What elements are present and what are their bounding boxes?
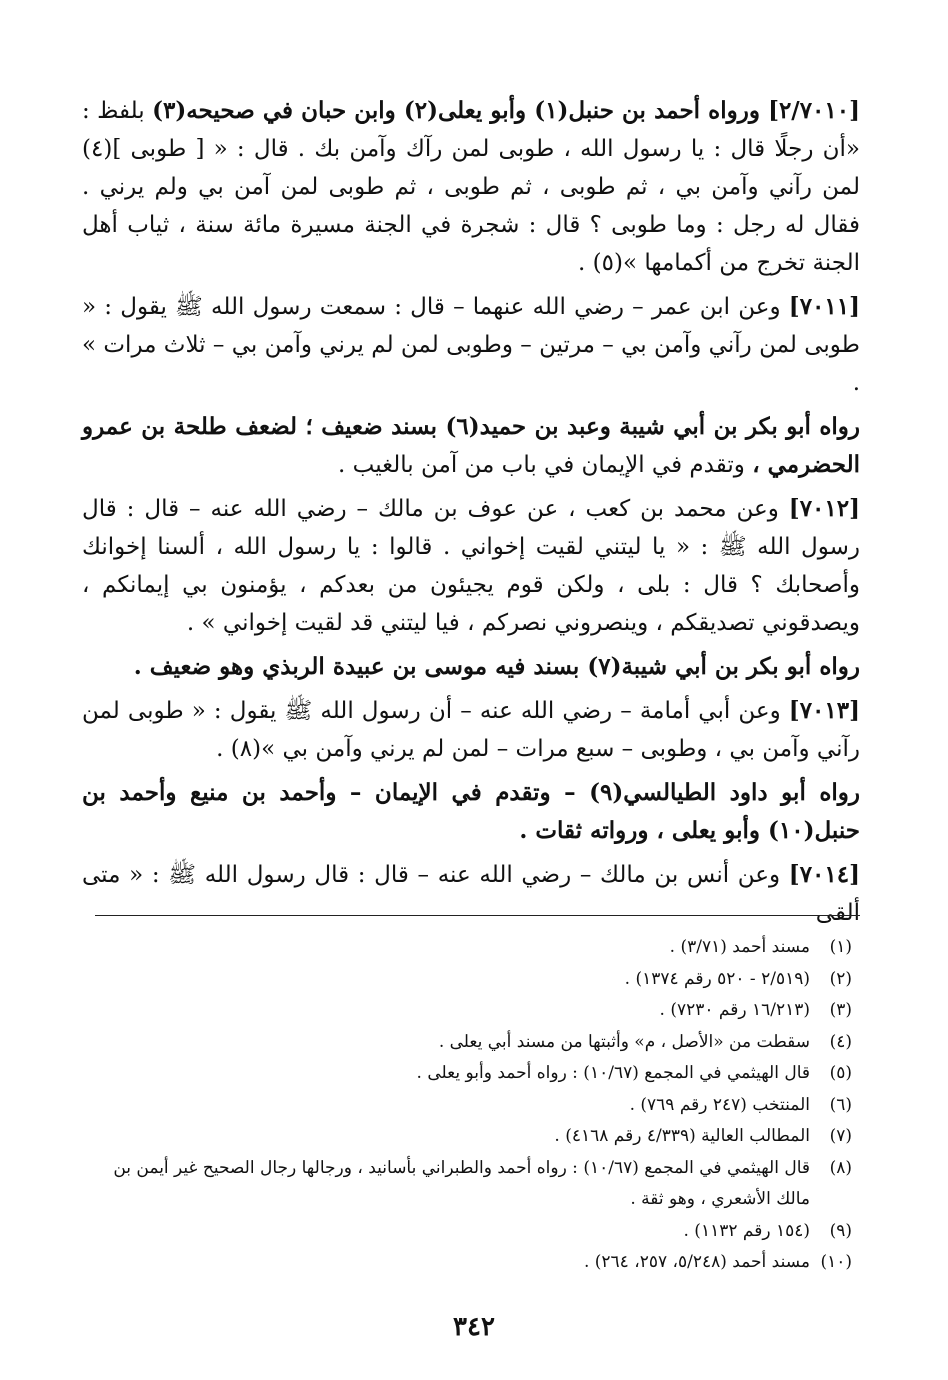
hadith-number-7012: [٧٠١٢] bbox=[788, 495, 860, 522]
narration-note-7011 bbox=[82, 408, 860, 484]
footnote-number: (٦) bbox=[829, 1094, 852, 1115]
hadith-number-7010-2: [٢/٧٠١٠] ورواه أحمد بن حنبل(١) وأبو يعلى(٢) وابن حبان في صحيحه(٣) bbox=[152, 97, 861, 124]
footnote-text: سقطت من «الأصل ، م» وأثبتها من مسند أبي يعلى . bbox=[438, 1031, 810, 1052]
hadith-number-7013: [٧٠١٣] bbox=[788, 697, 860, 724]
footnote-text: قال الهيثمي في المجمع (١٠/٦٧) : رواه أحمد والطبراني بأسانيد ، ورجالها رجال الصحيح غير أيمن بن مالك الأشعري ، وهو ثقة . bbox=[113, 1157, 810, 1209]
footnote-number: (٨) bbox=[829, 1157, 852, 1178]
narration-note-7013: رواه أبو داود الطيالسي(٩) – وتقدم في الإيمان – وأحمد بن منيع وأحمد بن حنبل(١٠) وأبو يعلى ، ورواته ثقات . bbox=[82, 779, 860, 844]
footnote-number: (١٠) bbox=[820, 1252, 852, 1272]
footnote-text: قال الهيثمي في المجمع (١٠/٦٧) : رواه أحمد وأبو يعلى . bbox=[416, 1063, 810, 1083]
footnote-text: مسند أحمد (٥/٢٤٨، ٢٥٧، ٢٦٤) . bbox=[583, 1252, 810, 1272]
hadith-text-7013: وعن أبي أمامة – رضي الله عنه – أن رسول الله ﷺ يقول : « طوبى لمن رآني وآمن بي ، وطوبى – سبع مرات – لمن لم يرني وآمن بي »(٨) . bbox=[82, 698, 860, 762]
footnote-text: (١٦/٢١٣ رقم ٧٢٣٠) . bbox=[659, 1000, 810, 1020]
footnote-text: مسند أحمد (٣/٧١) . bbox=[669, 937, 810, 957]
narration-text-7011: وتقدم في الإيمان في باب من آمن بالغيب . bbox=[338, 452, 753, 478]
hadith-number-7014: [٧٠١٤] bbox=[788, 861, 860, 888]
main-text bbox=[82, 92, 860, 932]
hadith-number-7011: [٧٠١١] bbox=[788, 293, 860, 320]
footnote bbox=[84, 964, 852, 996]
footnote-number: (٩) bbox=[829, 1220, 852, 1241]
page-number: ٣٤٢ bbox=[453, 1312, 495, 1342]
footnote bbox=[84, 1027, 852, 1059]
footnote bbox=[84, 1216, 852, 1248]
footnote bbox=[84, 1153, 852, 1216]
hadith-7010-2 bbox=[82, 92, 860, 282]
footnote-text: المطالب العالية (٤/٣٣٩ رقم ٤١٦٨) . bbox=[554, 1126, 810, 1146]
footnote-text: (٢/٥١٩ - ٥٢٠ رقم ١٣٧٤) . bbox=[624, 968, 810, 989]
footnote-divider bbox=[95, 915, 860, 916]
hadith-text-7014: وعن أنس بن مالك – رضي الله عنه – قال : قال رسول الله ﷺ : « متى ألقى bbox=[82, 862, 860, 926]
footnote-number: (٢) bbox=[829, 968, 852, 989]
footnote-number: (٧) bbox=[829, 1126, 852, 1146]
hadith-text-7012: وعن محمد بن كعب ، عن عوف بن مالك – رضي الله عنه – قال : قال رسول الله ﷺ : « يا ليتني لقيت إخواني . قالوا : يا رسول الله ، ألسنا إخوانك وأصحابك ؟ قال : بلى ، ولكن قوم يجيئون من بعدكم ، يؤمنون بي إيمانكم ، ويصدقوني تصديقكم ، وينصروني نصركم ، فيا ليتني قد لقيت إخواني » . bbox=[82, 496, 860, 636]
footnote bbox=[84, 1090, 852, 1122]
footnote-text: المنتخب (٢٤٧ رقم ٧٦٩) . bbox=[629, 1094, 810, 1115]
hadith-7013 bbox=[82, 692, 860, 768]
footnote bbox=[84, 1058, 852, 1090]
hadith-text-7011: وعن ابن عمر – رضي الله عنهما – قال : سمعت رسول الله ﷺ يقول : « طوبى لمن رآني وآمن بي – مرتين – وطوبى لمن لم يرني وآمن بي – ثلاث مرات » . bbox=[82, 294, 860, 396]
hadith-7012 bbox=[82, 490, 860, 642]
footnote-number: (٥) bbox=[829, 1063, 852, 1083]
footnote bbox=[84, 1121, 852, 1153]
hadith-7014 bbox=[82, 856, 860, 932]
footnotes bbox=[84, 932, 852, 1279]
narration-note-7012: رواه أبو بكر بن أبي شيبة(٧) بسند فيه موسى بن عبيدة الربذي وهو ضعيف . bbox=[133, 653, 860, 680]
footnote-number: (٤) bbox=[829, 1031, 852, 1052]
footnote-number: (٣) bbox=[829, 1000, 852, 1020]
narration-bold-7011: رواه أبو بكر بن أبي شيبة وعبد بن حميد(٦) بسند ضعيف ؛ لضعف طلحة بن عمرو الحضرمي ، bbox=[82, 413, 861, 478]
footnote-text: (١٥٤ رقم ١١٣٢) . bbox=[683, 1220, 810, 1241]
footnote bbox=[84, 1247, 852, 1279]
footnote-number: (١) bbox=[829, 937, 852, 957]
hadith-7011 bbox=[82, 288, 860, 402]
footnote bbox=[84, 995, 852, 1027]
footnote bbox=[84, 932, 852, 964]
hadith-text-7010-2: بلفظ : «أن رجلًا قال : يا رسول الله ، طوبى لمن رآك وآمن بك . قال : « [ طوبى ](٤) لمن رآني وآمن بي ، ثم طوبى ، ثم طوبى ، ثم طوبى لمن آمن بي ولم يرني . فقال له رجل : وما طوبى ؟ قال : شجرة في الجنة مسيرة مائة سنة ، ثياب أهل الجنة تخرج من أكمامها »(٥) . bbox=[82, 98, 860, 276]
